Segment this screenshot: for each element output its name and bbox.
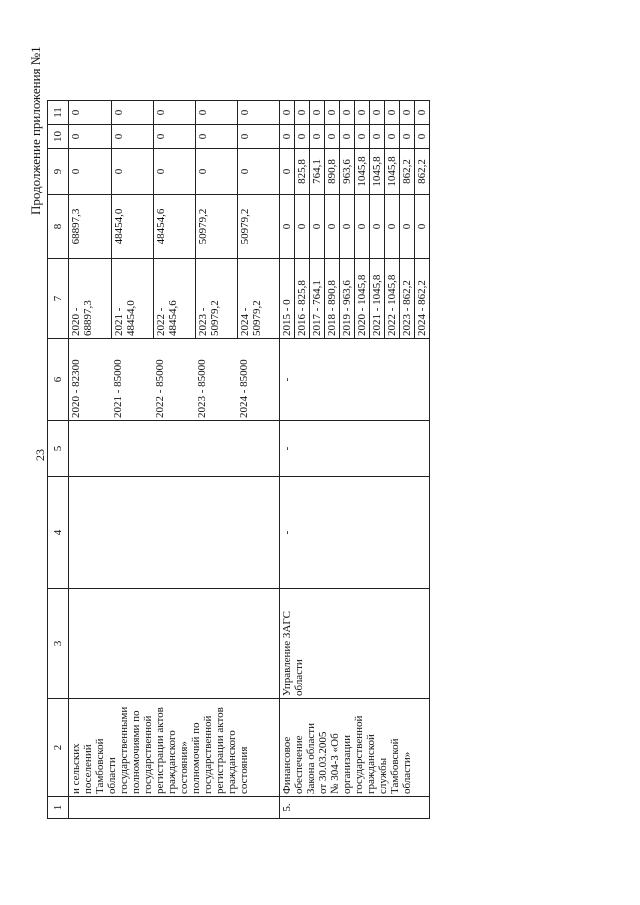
other-cell: 0: [355, 101, 370, 125]
federal-cell: 0: [355, 195, 370, 259]
total-cell: 2020 - 68897,3: [69, 259, 112, 339]
header-cell: 10: [48, 125, 69, 149]
regional-cell: 1045,8: [385, 149, 400, 195]
local-cell: 0: [355, 125, 370, 149]
need-cell: 2024 - 85000: [237, 339, 280, 421]
indicator-cell: -: [280, 477, 430, 589]
other-cell: 0: [340, 101, 355, 125]
local-cell: 0: [385, 125, 400, 149]
executor-cell: Управление ЗАГС области: [280, 589, 430, 699]
local-cell: 0: [295, 125, 310, 149]
local-cell: 0: [400, 125, 415, 149]
regional-cell: 0: [69, 149, 112, 195]
federal-cell: 0: [385, 195, 400, 259]
local-cell: 0: [370, 125, 385, 149]
federal-cell: 0: [415, 195, 430, 259]
federal-cell: 48454,0: [111, 195, 153, 259]
header-cell: 11: [48, 101, 69, 125]
regional-cell: 0: [195, 149, 237, 195]
need-cell: -: [280, 339, 430, 421]
header-cell: 4: [48, 477, 69, 589]
other-cell: 0: [385, 101, 400, 125]
page-number: 23: [33, 449, 47, 461]
header-cell: 8: [48, 195, 69, 259]
regional-cell: 890,8: [325, 149, 340, 195]
local-cell: 0: [237, 125, 280, 149]
federal-cell: 50979,2: [195, 195, 237, 259]
local-cell: 0: [280, 125, 295, 149]
header-cell: 6: [48, 339, 69, 421]
local-cell: 0: [153, 125, 195, 149]
total-cell: 2022 - 48454,6: [153, 259, 195, 339]
local-cell: 0: [310, 125, 325, 149]
other-cell: 0: [400, 101, 415, 125]
local-cell: 0: [111, 125, 153, 149]
row-number-cell: 5.: [280, 797, 430, 819]
need-cell: 2021 - 85000: [111, 339, 153, 421]
federal-cell: 50979,2: [237, 195, 280, 259]
header-cell: 1: [48, 797, 69, 819]
federal-cell: 68897,3: [69, 195, 112, 259]
other-cell: 0: [69, 101, 112, 125]
local-cell: 0: [69, 125, 112, 149]
indicator-cell: [69, 477, 280, 589]
header-cell: 5: [48, 421, 69, 477]
other-cell: 0: [415, 101, 430, 125]
need-cell: 2022 - 85000: [153, 339, 195, 421]
header-cell: 9: [48, 149, 69, 195]
header-cell: 2: [48, 699, 69, 797]
regional-cell: 862,2: [415, 149, 430, 195]
table-row: [69, 101, 112, 819]
header-cell: 7: [48, 259, 69, 339]
header-row: [48, 101, 69, 819]
unit-cell: -: [280, 421, 430, 477]
total-cell: 2018 - 890,8: [325, 259, 340, 339]
total-cell: 2023 - 50979,2: [195, 259, 237, 339]
need-cell: 2020 - 82300: [69, 339, 112, 421]
local-cell: 0: [325, 125, 340, 149]
total-cell: 2016 - 825,8: [295, 259, 310, 339]
federal-cell: 0: [325, 195, 340, 259]
other-cell: 0: [237, 101, 280, 125]
regional-cell: 0: [111, 149, 153, 195]
federal-cell: 0: [310, 195, 325, 259]
federal-cell: 0: [295, 195, 310, 259]
regional-cell: 764,1: [310, 149, 325, 195]
regional-cell: 1045,8: [370, 149, 385, 195]
other-cell: 0: [325, 101, 340, 125]
federal-cell: 0: [340, 195, 355, 259]
program-table: [47, 100, 430, 819]
row-number-cell: [69, 797, 280, 819]
federal-cell: 48454,6: [153, 195, 195, 259]
total-cell: 2021 - 1045,8: [370, 259, 385, 339]
federal-cell: 0: [400, 195, 415, 259]
other-cell: 0: [280, 101, 295, 125]
total-cell: 2021 - 48454,0: [111, 259, 153, 339]
total-cell: 2024 - 862,2: [415, 259, 430, 339]
federal-cell: 0: [280, 195, 295, 259]
other-cell: 0: [153, 101, 195, 125]
total-cell: 2022 - 1045,8: [385, 259, 400, 339]
other-cell: 0: [310, 101, 325, 125]
other-cell: 0: [111, 101, 153, 125]
total-cell: 2020 - 1045,8: [355, 259, 370, 339]
regional-cell: 862,2: [400, 149, 415, 195]
regional-cell: 825,8: [295, 149, 310, 195]
total-cell: 2015 - 0: [280, 259, 295, 339]
local-cell: 0: [415, 125, 430, 149]
measure-name-cell: Финансовое обеспечение Закона области от 30.03.2005 № 304-З «Об организации государственной гражданской службы Тамбовской области»: [280, 699, 430, 797]
regional-cell: 0: [153, 149, 195, 195]
regional-cell: 963,6: [340, 149, 355, 195]
total-cell: 2017 - 764,1: [310, 259, 325, 339]
executor-cell: [69, 589, 280, 699]
measure-name-cell: и сельских поселений Тамбовской области государственными полномочиями по государственной регистрации актов гражданского состояния» полномочий по государственной регистрации актов гражданского состояния: [69, 699, 280, 797]
other-cell: 0: [295, 101, 310, 125]
total-cell: 2024 - 50979,2: [237, 259, 280, 339]
local-cell: 0: [195, 125, 237, 149]
other-cell: 0: [195, 101, 237, 125]
need-cell: 2023 - 85000: [195, 339, 237, 421]
table-row: [280, 101, 295, 819]
local-cell: 0: [340, 125, 355, 149]
total-cell: 2023 - 862,2: [400, 259, 415, 339]
federal-cell: 0: [370, 195, 385, 259]
unit-cell: [69, 421, 280, 477]
regional-cell: 0: [237, 149, 280, 195]
regional-cell: 0: [280, 149, 295, 195]
header-cell: 3: [48, 589, 69, 699]
total-cell: 2019 - 963,6: [340, 259, 355, 339]
regional-cell: 1045,8: [355, 149, 370, 195]
other-cell: 0: [370, 101, 385, 125]
continuation-label: Продолжение приложения №1: [28, 46, 43, 215]
